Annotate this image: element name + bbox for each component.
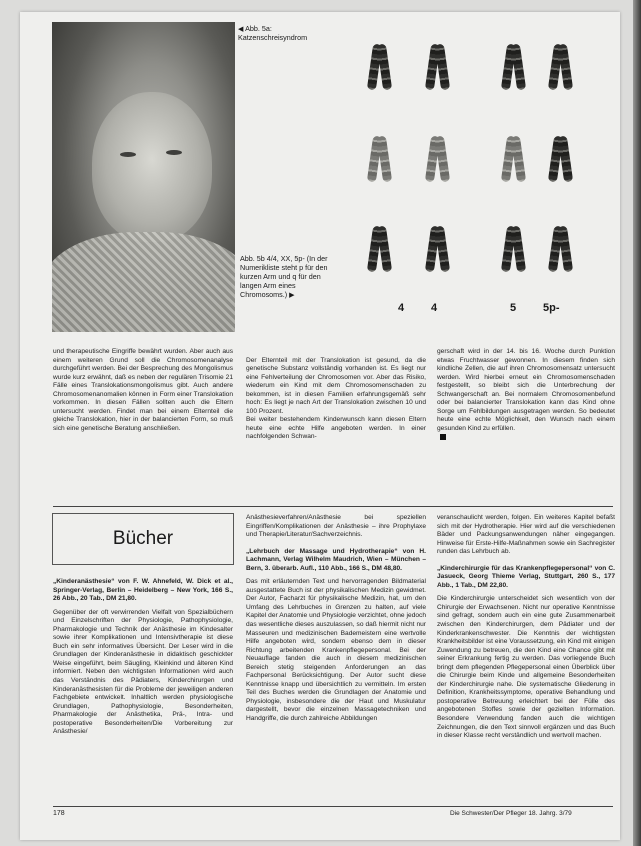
karyogram xyxy=(365,30,605,330)
karyo-label: 5 xyxy=(510,302,517,314)
eye-right xyxy=(166,150,182,155)
infant-face xyxy=(92,92,212,242)
eye-left xyxy=(120,152,136,157)
section-divider xyxy=(53,506,613,507)
footer-rule xyxy=(53,806,613,807)
caption-5a-text: Abb. 5a: Katzenschreisyndrom xyxy=(238,24,308,42)
section-heading: Bücher xyxy=(112,528,174,549)
karyo-label: 5p- xyxy=(543,302,560,314)
infant-photo xyxy=(52,22,235,332)
book-review: Das mit erläuternden Text und hervorragenden Bildmaterial ausgestattete Buch ist der physikalischen Medizin gewidmet. Der Autor, Facharzt für physikalische Medizin, hat, um den Umfang des Lehrbuches in Grenzen zu halten, auf viele Kapitel der Anatomie und Physiologie verzichtet, ohne jedoch das wesentliche dieses auszulassen, so daß hiermit nicht nur Masseuren und medizinischen Bademeistern eine wertvolle Hilfe angeboten wird, sondern ebenso dem in dieser Richtung arbeitenden Krankenpflegepersonal. Bei der Neuauflage fanden die auch in diesem medizinischen Bereich stetig steigenden Anforderungen an das Fachpersonal Berücksichtigung. Der Autor sucht diese Kenntnisse knapp und übersichtlich zu vermitteln. Im ersten Teil des Buches werden die Grundlagen der Anatomie und Physiologie, insbesondere die der Haut und Muskulatur dargestellt, bevor die einzelnen Massagetechniken und Handgriffe, die durch zahlreiche Abbildungen xyxy=(246,578,426,723)
chromosome xyxy=(369,44,391,90)
caption-arrow-icon: ▶ xyxy=(289,290,295,299)
chromosome xyxy=(503,44,525,90)
journal-footer: Die Schwester/Der Pfleger 18. Jahrg. 3/79 xyxy=(450,810,572,817)
article-column-3 xyxy=(437,348,615,498)
figure-caption-5a xyxy=(238,24,320,42)
page-edge xyxy=(633,0,641,846)
book-title: „Lehrbuch der Massage und Hydrotherapie“ von H. Lachmann, Verlag Wilhelm Maudrich, Wien – München – Bern, 3. überarb. Aufl., 110 Abb., 166 S., DM 48,80. xyxy=(246,547,426,572)
book-title: „Kinderanästhesie“ von F. W. Ahnefeld, W. Dick et al., Springer-Verlag, Berlin – Heidelberg – New York, 166 S., 26 Abb., 20 Tab., DM 21,80. xyxy=(53,578,233,603)
book-review: Gegenüber der oft verwirrenden Vielfalt von Spezialbüchern und Einzelschriften der Physiologie, Pathophysiologie, Pharmakologie und Technik der Anästhesie im Kindesalter sowie ihrer Komplikationen und Intensivtherapie ist diese Buch ein sehr informatives Übersicht. Der Leser wird in die Grundlagen der Kinderanästhesie in didaktisch geschickter Weise eingeführt, beim Säugling, Kleinkind und älteren Kind informiert. Neben den wichtigsten Informationen wird auch das Verständnis des Pädiaters, Kinderchirurgen und Kinderanästhesisten für die Probleme der jeweiligen anderen Fachgebiete entwickelt. Inhaltlich werden physiologische Grundlagen, Pathophysiologie, Besonderheiten, Pharmakologie der Anästhetika, Prä-, Intra- und postoperative Besonderheiten/Die Vorbereitung zur Anästhesie/ xyxy=(53,608,233,736)
caption-5b-text: Abb. 5b 4/4, XX, 5p- (In der Numerikliste steht p für den kurzen Arm und q für den langen Arm eines Chromosoms.) xyxy=(240,254,328,299)
karyo-label: 4 xyxy=(431,302,438,314)
books-column-1 xyxy=(53,574,233,806)
article-paragraph: und therapeutische Eingriffe bewährt wurden. Aber auch aus einem weiteren Grund soll die Chromosomenanalyse durchgeführt werden. Bei der Besprechung des Mongolismus wurde kurz erwähnt, daß es neben der regulären Trisomie 21 Fälle eines Translokationsmongolismus gibt. Auch andere Chromosomenanomalien können in Form einer Translokation vorkommen. In diesen Fällen sollten auch die Eltern untersucht werden. Findet man bei einem Elternteil die gleiche Translokation, hier in der balancierten Form, so muß sich eine genetische Beratung anschließen. xyxy=(53,348,233,432)
chromosome xyxy=(550,44,572,90)
chromosome xyxy=(550,226,572,272)
chromosome xyxy=(427,226,449,272)
figure-caption-5b xyxy=(240,254,340,299)
shawl xyxy=(52,232,235,332)
chromosome xyxy=(503,136,525,182)
caption-arrow-icon: ◀ xyxy=(238,24,246,33)
article-paragraph: Der Elternteil mit der Translokation ist gesund, da die genetische Substanz vollständig vorhanden ist. Es liegt nur eine Fehlverteilung der Chromosomen vor. Aber das Risiko, wiederum ein Kind mit dem Chromosomenschaden zu bekommen, ist in diesen Familien erfahrungsgemäß sehr hoch: Es liegt je nach Art der Translokation zwischen 10 und 100 Prozent. Bei weiter bestehendem Kinderwunsch kann diesen Eltern heute eine echte Hilfe angeboten werden. In einer nachfolgenden Schwan- xyxy=(246,356,426,441)
chromosome xyxy=(550,136,572,182)
karyo-label: 4 xyxy=(398,302,405,314)
book-review: veranschaulicht werden, folgen. Ein weiteres Kapitel befaßt sich mit der Hydrotherapie. Hier wird auf die verschiedenen Bäder und Packungsanwendungen näher eingegangen. Hinweise für Erste-Hilfe-Maßnahmen sowie ein Sachregister runden das Lehrbuch ab. xyxy=(437,514,615,556)
book-title: „Kinderchirurgie für das Krankenpflegepersonal“ von C. Jasueck, Georg Thieme Verlag, Stuttgart, 260 S., 177 Abb., 1 Tab., DM 22,80. xyxy=(437,564,615,589)
article-paragraph: gerschaft wird in der 14. bis 16. Woche durch Punktion etwas Fruchtwasser gewonnen. In diesem finden sich kindliche Zellen, die auf ihren Chromosomensatz untersucht werden. Wird hierbei erneut ein Chromosomenschaden festgestellt, so bleibt sich die Unterbrechung der Schwangerschaft an. Bei normalem Chromosomenbefund oder bei balancierter Translokation kann das Kind ohne Sorge um Fehlbildungen ausgetragen werden. So bedeutet heute eine echte Möglichkeit, den Wunsch nach einem gesunden Kind zu erfüllen. xyxy=(437,348,615,432)
end-of-article-mark xyxy=(440,434,446,440)
book-review: Anästhesieverfahren/Anästhesie bei speziellen Eingriffen/Komplikationen der Anästhesie – ihre Prophylaxe und Therapie/Literatur/Sachverzeichnis. xyxy=(246,514,426,539)
chromosome xyxy=(427,44,449,90)
chromosome xyxy=(369,136,391,182)
books-column-2 xyxy=(246,514,426,806)
books-column-3 xyxy=(437,514,615,806)
book-review: Die Kinderchirurgie unterscheidet sich wesentlich von der Chirurgie der Erwachsenen. Nicht nur operative Kenntnisse sind gefragt, sondern auch ein eine gute Zusammenarbeit zwischen den Kinderchirurgen, dem Pädiater und der Kinderkrankenschwester. Die Kenntnis der wichtigsten Krankheitsbilder ist eine Voraussetzung, ein Kind mit einigen Zuwendung zu betreuen, die den Kind eine Chance gibt mit seiner Erkrankung fertig zu werden. Das vorliegende Buch bringt dem pflegenden Pflegepersonal einen Überblick über die Chirurgie beim Kinde und allgemeine Besonderheiten der Kinderchirurgie nahe. Die systematische Gliederung in Definition, Krankheitssymptome, operative Behandlung und postoperative Betreuung erleichtert bei der Fülle des angebotenen Stoffes sowie der gezielten Information. Besondere Verwendung fanden auch die wichtigen Zeichnungen, die den Text sinnvoll ergänzen und das Buch in dieser Klasse recht verständlich und wertvoll machen. xyxy=(437,595,615,740)
article-column-1 xyxy=(53,348,233,498)
chromosome xyxy=(503,226,525,272)
page-number: 178 xyxy=(53,810,65,817)
section-heading-box xyxy=(52,513,234,565)
chromosome xyxy=(427,136,449,182)
chromosome xyxy=(369,226,391,272)
article-column-2 xyxy=(246,348,426,498)
